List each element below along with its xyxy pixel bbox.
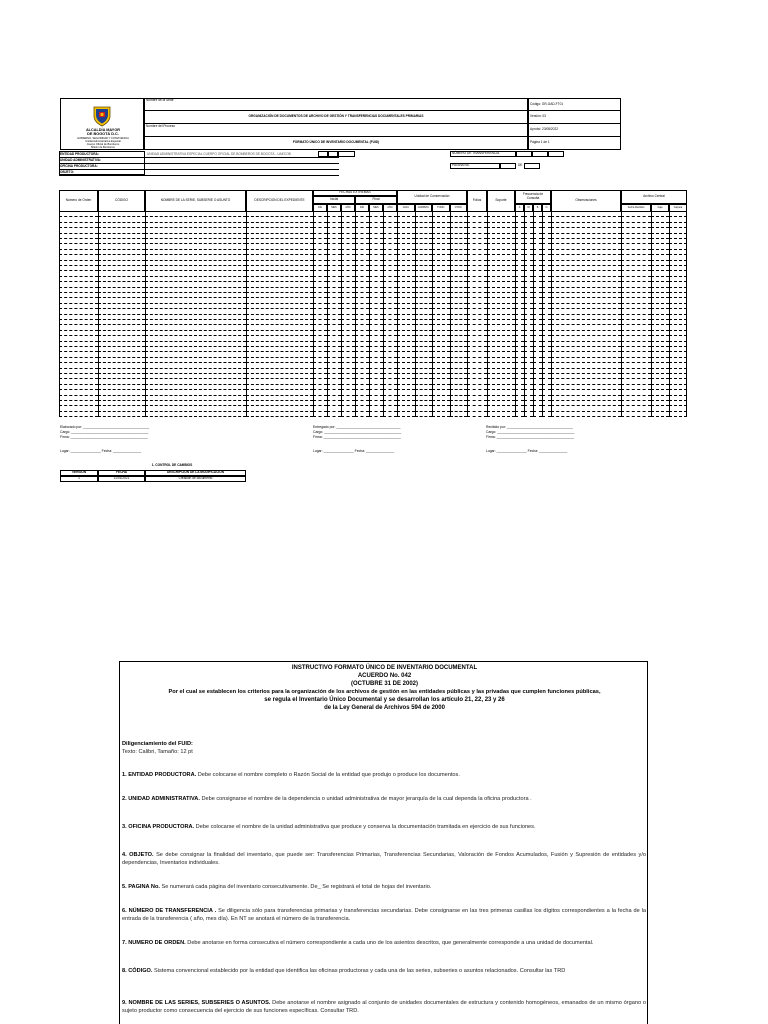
instr-item-9: 9. NOMBRE DE LAS SERIES, SUBSERIES O ASUNTOS. Debe anotarse el nombre asignado al conjunto de unidades documentales de estructura y contenido homogéneos, emanados de un mismo órgano o sujeto productor como consecuencia del ejercicio de sus funciones específicas. Consultar TRD. (122, 1000, 646, 1014)
unidad-subheader: TOMO (432, 204, 450, 212)
unidad-subheader: CARPETA (415, 204, 433, 212)
col-folios: Folios (467, 190, 487, 212)
instr-item-5: 5. PAGINA No. Se numerará cada página del inventario consecutivamente. De_ Se registrará el total de hojas del inventario. (122, 884, 432, 890)
frecuencia-subheader: M (524, 204, 533, 212)
sig-recibido[interactable]: Recibido por: ___________________________________ (486, 425, 573, 429)
table-cell[interactable] (369, 412, 383, 417)
sig-recibido-firma[interactable]: Firma: _________________________________________ (486, 435, 574, 439)
col-soporte: Soporte (487, 190, 515, 212)
sig-entregado-cargo[interactable]: Cargo: _________________________________________ (313, 430, 402, 434)
logo-box (60, 98, 144, 150)
frecuencia-subheader: N (542, 204, 551, 212)
table-cell[interactable] (59, 412, 98, 417)
logo-text-2: DE BOGOTÁ D.C. (87, 132, 119, 136)
table-cell[interactable] (542, 412, 551, 417)
pagina-label: PAGINA No. (452, 163, 470, 168)
entidad-label: ENTIDAD PRODUCTORA: (60, 151, 99, 156)
instr-item-3: 3. OFICINA PRODUCTORA. Debe colocarse el nombre de la unidad administrativa que produce y conserva la documentación tramitada en ejercicio de sus funciones. (122, 824, 536, 830)
entidad-cell-b[interactable] (328, 151, 338, 157)
instr-title-6: de la Ley General de Archivos 594 de 2000 (324, 705, 445, 711)
col-frecuencia: Frecuencia de Consulta (515, 190, 551, 204)
doc-code: Código: GR-GAD-FT01 (530, 101, 564, 106)
table-cell[interactable] (341, 412, 355, 417)
archivo-subheader: Caja (651, 204, 669, 212)
col-orden: Número de Orden (59, 190, 98, 212)
instr-title-2: ACUERDO No. 042 (357, 673, 412, 679)
sig-elaborado-firma[interactable]: Firma: _________________________________________ (60, 435, 148, 439)
doc-approved: Aprobó: 23/08/2022 (530, 127, 559, 131)
process-label: Nombre del Proceso (146, 123, 176, 128)
process-title: ORGANIZACIÓN DE DOCUMENTOS DE ARCHIVO DE GESTIÓN Y TRANSFERENCIAS DOCUMENTALES PRIMARIAS (248, 113, 424, 118)
de-label: DE (518, 163, 523, 168)
table-cell[interactable] (98, 412, 145, 417)
fecha-subheader: DÍA (355, 204, 369, 212)
changes-row-version: 1 (60, 476, 98, 482)
unidad-subheader: CAJA (397, 204, 415, 212)
sig-recibido-cargo[interactable]: Cargo: _________________________________________ (486, 430, 575, 434)
changes-title: 1. CONTROL DE CAMBIOS (151, 463, 193, 467)
frecuencia-subheader: B (533, 204, 542, 212)
format-title: FORMATO ÚNICO DE INVENTARIO DOCUMENTAL (FUID) (292, 139, 380, 144)
sig-recibido-lugar[interactable]: Lugar: ________________ Fecha: _______________ (486, 449, 568, 453)
instr-title-1: INSTRUCTIVO FORMATO ÚNICO DE INVENTARIO DOCUMENTAL (291, 665, 478, 671)
table-cell[interactable] (515, 412, 524, 417)
table-cell[interactable] (355, 412, 369, 417)
table-cell[interactable] (383, 412, 397, 417)
nt-cell-1[interactable] (516, 151, 532, 157)
table-cell[interactable] (246, 412, 313, 417)
doc-version: Versión: 03 (530, 114, 546, 118)
fecha-subheader: MES (327, 204, 341, 212)
fecha-subheader: AÑO (383, 204, 397, 212)
entidad-cell-a[interactable] (318, 151, 328, 157)
nt-label: NÚMERO DE TRANSFERENCIA (452, 151, 500, 156)
sig-elaborado-lugar[interactable]: Lugar: ________________ Fecha: _______________ (60, 449, 142, 453)
sig-entregado-firma[interactable]: Firma: _________________________________________ (313, 435, 401, 439)
entity-label: Nombre de la Sede (146, 98, 174, 102)
entidad-cell-c[interactable] (338, 151, 355, 157)
col-observaciones: Observaciones (551, 190, 621, 212)
logo-text-6: Misión de Bomberos (91, 145, 115, 149)
instr-item-7: 7. NUMERO DE ORDEN. Debe anotarse en forma consecutiva el número correspondiente a cada uno de los asientos descritos, que generalmente corresponde a una unidad de documental. (122, 940, 594, 946)
changes-header-descripcion: DESCRIPCIÓN DE LA MODIFICACIÓN (145, 470, 246, 476)
changes-header-version: VERSIÓN (60, 470, 98, 476)
table-cell[interactable] (327, 412, 341, 417)
instr-item-8: 8. CÓDIGO. Sistema convencional establecido por la entidad que identifica las oficinas productoras y cada una de las series, subseries o asuntos relacionados. Consultar las TRD (122, 968, 566, 974)
unidad-label: UNIDAD ADMINISTRATIVA: (60, 157, 102, 162)
table-cell[interactable] (487, 412, 515, 417)
col-archivo: Archivo Central (621, 190, 687, 204)
table-cell[interactable] (621, 412, 651, 417)
table-cell[interactable] (450, 412, 468, 417)
doc-page: Página 1 de 1 (530, 140, 550, 144)
fecha-subheader: AÑO (341, 204, 355, 212)
col-codigo: CÓDIGO (98, 190, 145, 212)
col-unidad: Unidad de Conservación (397, 190, 467, 204)
sig-elaborado-cargo[interactable]: Cargo: _________________________________________ (60, 430, 149, 434)
changes-header-fecha: FECHA (98, 470, 145, 476)
archivo-subheader: Carpeta (669, 204, 687, 212)
table-cell[interactable] (313, 412, 327, 417)
dilig-title: Diligenciamiento del FUID: (122, 741, 193, 747)
col-fechas: FECHAS EXTREMAS (313, 190, 397, 196)
table-cell[interactable] (669, 412, 687, 417)
table-cell[interactable] (551, 412, 621, 417)
objeto-label: OBJETO: (60, 169, 75, 174)
unidad-subheader: OTRO (450, 204, 468, 212)
changes-row-descripcion: Creación de documento (145, 476, 246, 482)
sig-entregado[interactable]: Entregado por: __________________________________ (313, 425, 401, 429)
logo-text-3: GOBIERNO, SEGURIDAD Y CONVIVENCIA (77, 136, 129, 140)
dilig-text: Texto: Calibri, Tamaño: 12 pt (122, 749, 193, 755)
table-cell[interactable] (524, 412, 533, 417)
col-inicial: Inicial (313, 196, 355, 204)
sig-entregado-lugar[interactable]: Lugar: ________________ Fecha: _______________ (313, 449, 395, 453)
archivo-subheader: Fecha Recibido (621, 204, 651, 212)
logo-text-1: ALCALDÍA MAYOR (85, 128, 121, 132)
coat-of-arms-icon (91, 105, 113, 127)
fecha-subheader: MES (369, 204, 383, 212)
entidad-value: UNIDAD ADMINISTRATIVA ESPECIAL CUERPO OFICIAL DE BOMBEROS DE BOGOTÁ - UAECOB (147, 151, 291, 156)
instr-item-2: 2. UNIDAD ADMINISTRATIVA. Debe consignarse el nombre de la dependencia o unidad administrativa de mayor jerarquía de la cual dependa la oficina productora . (122, 796, 532, 802)
table-cell[interactable] (432, 412, 450, 417)
sig-elaborado[interactable]: Elaborado por: ___________________________________ (60, 425, 150, 429)
table-row (0, 412, 768, 417)
table-cell[interactable] (467, 412, 487, 417)
table-cell[interactable] (415, 412, 433, 417)
table-cell[interactable] (397, 412, 415, 417)
instr-item-6: 6. NÚMERO DE TRANSFERENCIA . Se diligencia sólo para transferencias primarias y transferencias secundarias. Debe consignarse en las tres primeras casillas los dígitos correspondientes a la fecha de la entrada de la transferencia ( año, mes día). En NT se anotará el número de la transferencia. (122, 908, 646, 922)
nt-cell-2[interactable] (532, 151, 548, 157)
table-cell[interactable] (145, 412, 246, 417)
instr-title-4: Por el cual se establecen los criterios para la organización de los archivos de gestión en las entidades públicas y las privadas que cumplen funciones públicas, (168, 689, 601, 695)
pagina-cell[interactable] (500, 163, 516, 169)
instr-title-3: (OCTUBRE 31 DE 2002) (350, 681, 419, 687)
instr-title-5: se regula el Inventario Único Documental y se desarrollan los artículo 21, 22, 23 y 26 (264, 697, 505, 703)
fecha-subheader: DÍA (313, 204, 327, 212)
table-cell[interactable] (651, 412, 669, 417)
changes-row-fecha: 11/01/2021 (98, 476, 145, 482)
frecuencia-subheader: A (515, 204, 524, 212)
col-final: Final (355, 196, 397, 204)
nt-cell-3[interactable] (548, 151, 564, 157)
table-cell[interactable] (533, 412, 542, 417)
oficina-label: OFICINA PRODUCTORA: (60, 163, 98, 168)
logo-text-4: Unidad Administrativa Especial (85, 139, 121, 143)
logo-text-5: Cuerpo Oficial de Bomberos (86, 142, 120, 146)
instr-item-1: 1. ENTIDAD PRODUCTORA. Debe colocarse el nombre completo o Razón Social de la entidad que produjo o produce los documentos. (122, 772, 460, 778)
instructivo-panel (119, 661, 648, 1024)
instr-item-4: 4. OBJETO. Se debe consignar la finalidad del inventario, que puede ser: Transferencias Primarias, Transferencias Secundarias, Valoración de Fondos Acumulados, Fusión y Supresión de entidades y/o dependencias, Inventarios individuales. (122, 852, 646, 866)
col-nombre: NOMBRE DE LA SERIE, SUBSERIE O ASUNTO (145, 190, 246, 212)
de-cell[interactable] (524, 163, 540, 169)
col-descripcion: DESCRIPCION DEL EXPEDIENTE (246, 190, 313, 212)
